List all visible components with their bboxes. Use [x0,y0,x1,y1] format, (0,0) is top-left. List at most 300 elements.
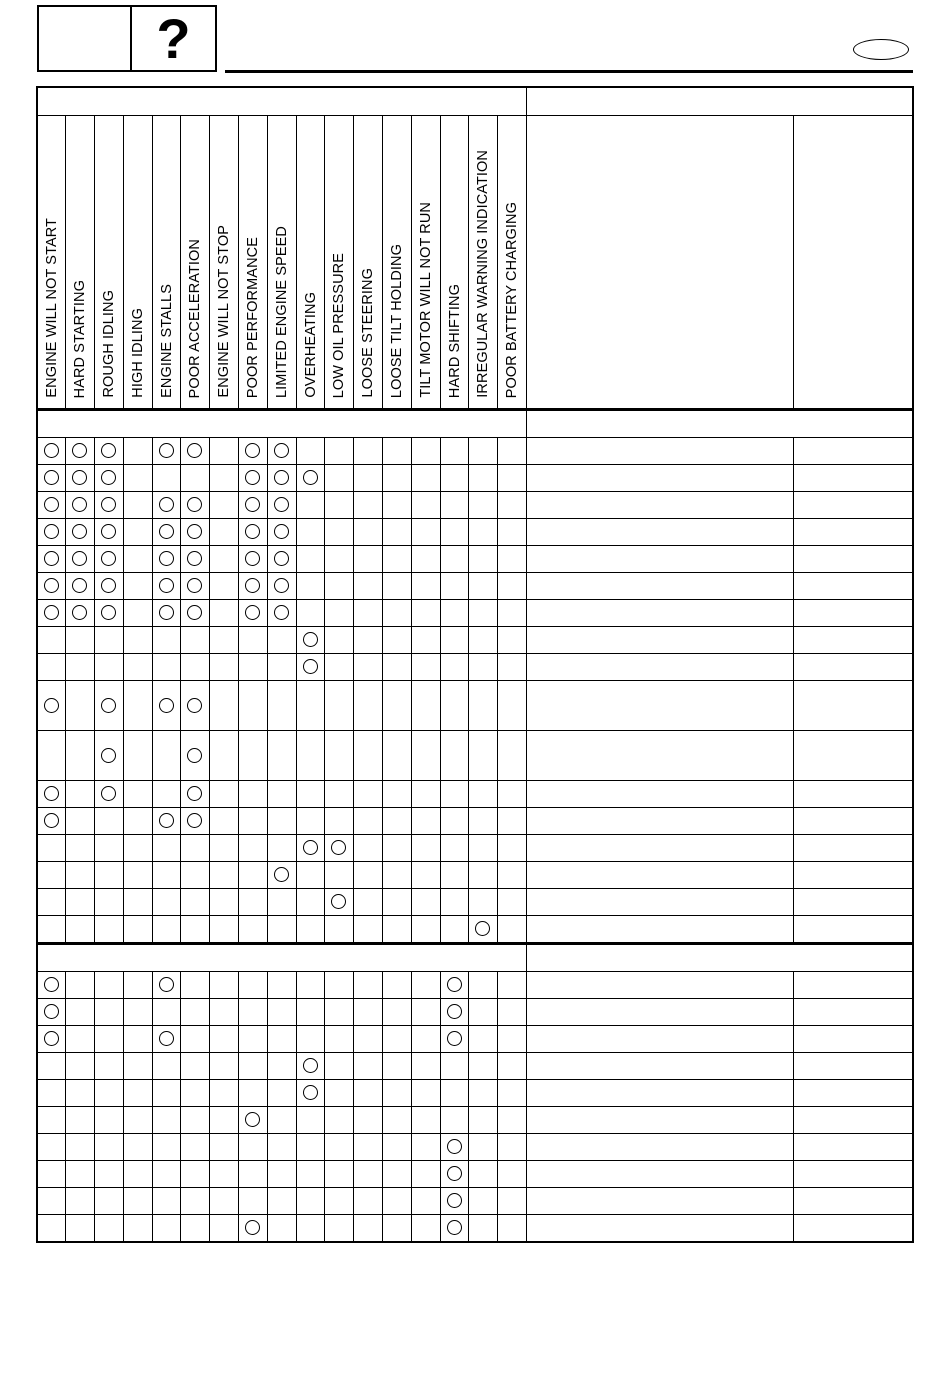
symptom-cell [95,1026,124,1053]
symptom-cell [296,654,325,681]
symptom-cell [469,600,498,627]
circle-mark [245,1112,260,1127]
table-row [37,1053,913,1080]
symptom-cell [498,465,527,492]
symptom-cell [469,808,498,835]
symptom-cell [181,492,210,519]
description-cell [527,1107,794,1134]
symptom-label: HARD STARTING [72,279,89,398]
symptom-cell [66,862,95,889]
symptom-cell [37,1053,66,1080]
symptom-cell [267,808,296,835]
symptom-cell [239,999,268,1026]
symptom-cell [383,1080,412,1107]
symptom-cell [354,999,383,1026]
symptom-cell [210,1026,239,1053]
symptom-cell [296,835,325,862]
symptom-cell [383,808,412,835]
symptom-cell [239,916,268,944]
symptom-cell [411,1215,440,1243]
symptom-cell [37,835,66,862]
symptom-cell [267,600,296,627]
symptom-cell [296,1107,325,1134]
symptom-cell [181,1080,210,1107]
symptom-cell [123,862,152,889]
table-row [37,731,913,781]
symptom-cell [440,519,469,546]
symptom-cell [123,519,152,546]
symptom-cell [325,835,354,862]
table-row [37,654,913,681]
description-cell [527,731,794,781]
header-rule [225,70,913,73]
symptom-header [95,116,124,410]
symptom-label: HIGH IDLING [129,308,146,398]
symptom-cell [411,972,440,999]
symptom-cell [123,835,152,862]
symptom-cell [411,835,440,862]
symptom-header [325,116,354,410]
symptom-header [210,116,239,410]
symptom-cell [123,546,152,573]
symptom-cell [66,1080,95,1107]
symptom-cell [296,627,325,654]
symptom-cell [498,1215,527,1243]
symptom-cell [37,627,66,654]
symptom-cell [440,835,469,862]
symptom-cell [37,654,66,681]
symptom-cell [210,731,239,781]
circle-mark [72,578,87,593]
symptom-cell [440,573,469,600]
symptom-cell [498,438,527,465]
symptom-cell [325,654,354,681]
symptom-cell [383,492,412,519]
symptom-cell [37,781,66,808]
symptom-cell [66,492,95,519]
chapter-tab [37,5,217,72]
symptom-cell [152,1053,181,1080]
reference-cell [794,916,913,944]
symptom-cell [152,835,181,862]
symptom-cell [469,889,498,916]
symptom-cell [267,862,296,889]
symptom-cell [95,1080,124,1107]
symptom-header [440,116,469,410]
symptom-cell [296,1215,325,1243]
circle-mark [274,443,289,458]
symptom-cell [95,573,124,600]
symptom-cell [210,654,239,681]
symptom-cell [440,1188,469,1215]
symptom-cell [152,627,181,654]
symptom-cell [296,1188,325,1215]
symptom-cell [37,438,66,465]
circle-mark [72,443,87,458]
symptom-cell [267,627,296,654]
symptom-cell [210,1134,239,1161]
symptom-label: LOW OIL PRESSURE [331,252,348,398]
symptom-label: LOOSE STEERING [360,268,377,398]
symptom-cell [210,808,239,835]
description-cell [527,654,794,681]
symptom-label: TILT MOTOR WILL NOT RUN [417,202,434,398]
symptom-cell [152,573,181,600]
table-row [37,573,913,600]
circle-mark [72,497,87,512]
table-row [37,1161,913,1188]
symptom-cell [440,889,469,916]
symptom-cell [123,492,152,519]
symptom-cell [267,889,296,916]
symptom-cell [37,1134,66,1161]
reference-cell [794,519,913,546]
circle-mark [44,813,59,828]
symptom-cell [152,438,181,465]
symptom-cell [152,972,181,999]
symptom-cell [181,889,210,916]
table-row [37,1026,913,1053]
reference-cell [794,573,913,600]
symptom-cell [181,681,210,731]
symptom-cell [37,681,66,731]
symptom-cell [210,972,239,999]
question-mark-icon: ? [156,6,191,70]
symptom-cell [354,781,383,808]
circle-mark [447,977,462,992]
symptom-cell [383,546,412,573]
symptom-cell [325,1188,354,1215]
symptom-cell [123,999,152,1026]
circle-mark [447,1193,462,1208]
symptom-cell [123,681,152,731]
symptom-cell [411,781,440,808]
symptom-cell [498,889,527,916]
symptom-cell [37,546,66,573]
reference-cell [794,835,913,862]
symptom-cell [411,438,440,465]
symptom-cell [267,835,296,862]
symptom-cell [469,519,498,546]
symptom-cell [440,999,469,1026]
symptom-cell [37,862,66,889]
symptom-cell [325,999,354,1026]
symptom-cell [469,573,498,600]
symptom-cell [411,600,440,627]
symptom-cell [267,438,296,465]
symptom-cell [469,835,498,862]
symptom-cell [383,627,412,654]
symptom-cell [181,1107,210,1134]
section-heading-row [37,410,913,438]
symptom-cell [325,1026,354,1053]
symptom-cell [267,546,296,573]
reference-cell [794,654,913,681]
table-row [37,465,913,492]
symptom-cell [469,465,498,492]
symptom-cell [383,654,412,681]
symptom-cell [325,808,354,835]
language-oval-badge [853,39,909,60]
symptom-cell [383,573,412,600]
symptom-cell [469,1026,498,1053]
symptom-cell [95,492,124,519]
circle-mark [303,659,318,674]
symptom-cell [325,465,354,492]
reference-cell [794,1134,913,1161]
symptom-cell [440,1134,469,1161]
circle-mark [44,1004,59,1019]
symptom-label: POOR BATTERY CHARGING [504,201,521,398]
symptom-cell [66,835,95,862]
symptom-cell [152,600,181,627]
circle-mark [331,894,346,909]
symptom-cell [411,808,440,835]
symptom-cell [239,889,268,916]
symptom-cell [152,889,181,916]
symptom-cell [469,681,498,731]
symptom-cell [354,972,383,999]
circle-mark [245,443,260,458]
symptom-cell [210,465,239,492]
symptom-cell [181,573,210,600]
circle-mark [72,551,87,566]
symptom-cell [498,999,527,1026]
symptom-cell [267,1188,296,1215]
symptom-cell [440,546,469,573]
description-cell [527,492,794,519]
circle-mark [101,551,116,566]
symptom-cell [95,465,124,492]
symptom-cell [296,438,325,465]
symptom-cell [469,999,498,1026]
symptom-cell [325,916,354,944]
symptom-cell [440,862,469,889]
reference-cell [794,465,913,492]
symptom-cell [498,1026,527,1053]
description-cell [527,1134,794,1161]
symptom-cell [152,731,181,781]
symptom-cell [498,573,527,600]
symptom-cell [498,835,527,862]
description-cell [527,999,794,1026]
description-cell [527,808,794,835]
symptom-cell [152,681,181,731]
symptom-cell [267,781,296,808]
symptom-cell [37,492,66,519]
symptom-cell [383,681,412,731]
symptom-cell [267,1053,296,1080]
symptom-cell [383,972,412,999]
symptom-cell [498,972,527,999]
reference-cell [794,1026,913,1053]
symptom-cell [95,916,124,944]
symptom-cell [498,492,527,519]
symptom-cell [383,1188,412,1215]
symptom-cell [411,731,440,781]
symptom-cell [325,889,354,916]
symptom-cell [267,573,296,600]
symptom-cell [37,465,66,492]
symptom-cell [354,1080,383,1107]
description-cell [527,781,794,808]
circle-mark [187,578,202,593]
table-row [37,835,913,862]
symptom-cell [383,889,412,916]
symptom-cell [354,916,383,944]
symptom-cell [411,492,440,519]
symptom-cell [210,1215,239,1243]
symptom-cell [440,1026,469,1053]
symptom-cell [239,600,268,627]
table-row [37,808,913,835]
symptom-cell [181,438,210,465]
circle-mark [245,470,260,485]
description-cell [527,972,794,999]
symptom-cell [498,1188,527,1215]
symptom-cell [296,731,325,781]
symptom-cell [210,889,239,916]
symptom-cell [354,546,383,573]
symptom-cell [354,492,383,519]
symptom-cell [181,627,210,654]
symptom-cell [95,600,124,627]
symptom-cell [469,862,498,889]
circle-mark [303,470,318,485]
symptom-cell [123,1107,152,1134]
symptom-cell [239,808,268,835]
symptom-cell [325,573,354,600]
symptom-cell [296,600,325,627]
symptom-cell [325,972,354,999]
circle-mark [159,1031,174,1046]
symptom-cell [440,627,469,654]
symptom-cell [383,519,412,546]
symptom-cell [210,519,239,546]
reference-cell [794,681,913,731]
circle-mark [245,551,260,566]
symptom-cell [66,1161,95,1188]
circle-mark [101,786,116,801]
symptom-cell [325,438,354,465]
symptom-cell [95,681,124,731]
symptom-cell [296,808,325,835]
reference-cell [794,862,913,889]
circle-mark [44,470,59,485]
circle-mark [159,813,174,828]
symptom-cell [181,1161,210,1188]
symptom-cell [181,1053,210,1080]
symptom-cell [66,1053,95,1080]
symptom-cell [354,1215,383,1243]
symptom-cell [383,781,412,808]
symptom-cell [411,654,440,681]
symptom-cell [296,546,325,573]
symptom-cell [440,972,469,999]
symptom-cell [210,1053,239,1080]
description-cell [527,862,794,889]
symptom-cell [239,1188,268,1215]
symptom-cell [469,627,498,654]
circle-mark [187,497,202,512]
symptom-cell [95,835,124,862]
symptom-label: POOR PERFORMANCE [244,236,261,398]
symptom-cell [296,465,325,492]
symptom-cell [181,546,210,573]
symptom-cell [123,781,152,808]
symptom-header [411,116,440,410]
symptom-cell [95,1107,124,1134]
symptom-cell [123,1080,152,1107]
description-cell [527,681,794,731]
symptom-cell [181,835,210,862]
symptom-cell [267,1161,296,1188]
circle-mark [44,977,59,992]
circle-mark [274,524,289,539]
symptom-cell [498,654,527,681]
symptom-header [469,116,498,410]
symptom-cell [152,781,181,808]
symptom-cell [181,465,210,492]
description-cell [527,1026,794,1053]
table-row [37,1080,913,1107]
symptom-cell [469,546,498,573]
reference-cell [794,1215,913,1243]
symptom-cell [239,1053,268,1080]
circle-mark [159,578,174,593]
circle-mark [475,921,490,936]
symptom-cell [239,1161,268,1188]
symptom-label: HARD SHIFTING [446,283,463,398]
symptom-cell [498,600,527,627]
symptom-cell [181,781,210,808]
symptom-cell [66,438,95,465]
symptom-cell [296,889,325,916]
symptom-cell [95,438,124,465]
symptom-cell [152,492,181,519]
symptom-label: LOOSE TILT HOLDING [388,243,405,398]
circle-mark [447,1139,462,1154]
symptom-cell [440,808,469,835]
symptom-header [383,116,412,410]
symptom-cell [354,1107,383,1134]
symptom-cell [325,862,354,889]
symptom-cell [66,546,95,573]
symptom-cell [123,916,152,944]
symptom-cell [66,573,95,600]
circle-mark [447,1220,462,1235]
symptom-cell [469,1107,498,1134]
table-row [37,862,913,889]
symptom-cell [239,1215,268,1243]
table-row [37,1215,913,1243]
symptom-cell [210,573,239,600]
description-cell [527,889,794,916]
symptom-cell [181,600,210,627]
symptom-cell [210,862,239,889]
symptom-cell [66,600,95,627]
symptom-label: OVERHEATING [302,292,319,398]
symptom-cell [296,781,325,808]
circle-mark [331,840,346,855]
symptom-cell [325,1215,354,1243]
circle-mark [187,551,202,566]
circle-mark [303,1058,318,1073]
symptom-cell [411,573,440,600]
symptom-cell [498,519,527,546]
symptom-cell [296,1026,325,1053]
symptom-cell [498,1080,527,1107]
